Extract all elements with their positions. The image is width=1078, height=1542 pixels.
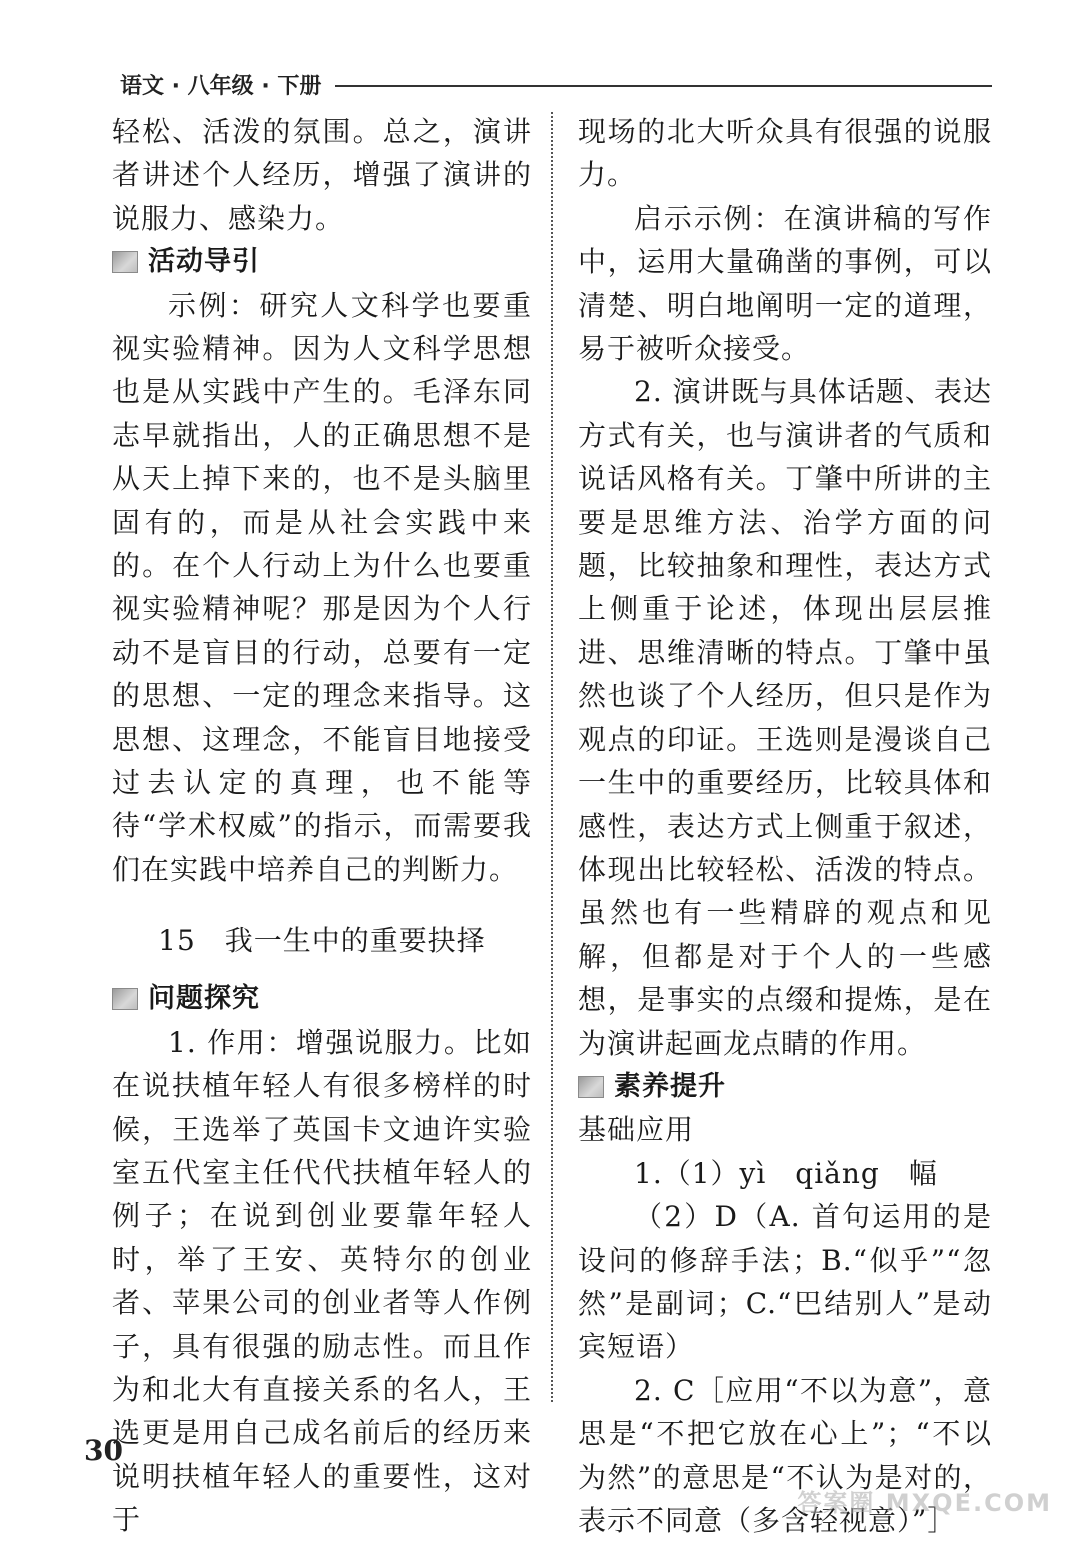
- page-number: 30: [84, 1434, 123, 1467]
- right-paragraph-2: 启示示例：在演讲稿的写作中，运用大量确凿的事例，可以清楚、明白地阐明一定的道理，易于被听众接受。: [578, 201, 992, 366]
- section-heading-activity: [112, 240, 532, 283]
- gray-square-icon: [112, 988, 138, 1010]
- subheading-basic-application: 基础应用: [578, 1113, 695, 1147]
- section-heading-label: 素养提升: [614, 1070, 726, 1102]
- left-paragraph-2: 示例：研究人文科学也要重视实验精神。因为人文科学思想也是从实践中产生的。毛泽东同志早就指出，人的正确思想不是从天上掉下来的，也不是头脑里固有的，而是从社会实践中来的。在个人行动上为什么也要重视实验精神呢？那是因为个人行动不是盲目的行动，总要有一定的思想、一定的理念来指导。这思想、这理念，不能盲目地接受过去认定的真理，也不能等待“学术权威”的指示，而需要我们在实践中培养自己的判断力。: [112, 288, 532, 886]
- left-paragraph-3: 1. 作用：增强说服力。比如在说扶植年轻人有很多榜样的时候，王选举了英国卡文迪许实验室五代室主任代代扶植年轻人的例子；在说到创业要靠年轻人时，举了王安、英特尔的创业者、苹果公司的创业者等人作例子，具有很强的励志性。而且作为和北大有直接关系的名人，王选更是用自己成名前后的经历来说明扶植年轻人的重要性，这对于: [112, 1025, 532, 1537]
- gray-square-icon: [112, 251, 138, 273]
- section-heading-label: 活动导引: [148, 246, 260, 278]
- section-heading-literacy: [578, 1065, 992, 1108]
- section-heading-label: 问题探究: [148, 983, 260, 1015]
- left-paragraph-1: 轻松、活泼的氛围。总之，演讲者讲述个人经历，增强了演讲的说服力、感染力。: [112, 115, 532, 235]
- answer-2: （2）D（A. 首句运用的是设问的修辞手法；B.“似乎”“忽然”是副词；C.“巴结别人”是动宾短语）: [578, 1200, 992, 1364]
- answer-1: 1.（1）yì qiǎng 幅: [634, 1156, 938, 1190]
- chapter-title: 15 我一生中的重要抉择: [158, 924, 486, 958]
- right-paragraph-1: 现场的北大听众具有很强的说服力。: [578, 115, 992, 192]
- page-header: [120, 64, 992, 104]
- column-divider: [551, 112, 553, 1402]
- right-paragraph-3: 2. 演讲既与具体话题、表达方式有关，也与演讲者的气质和说话风格有关。丁肇中所讲的主要是思维方法、治学方面的问题，比较抽象和理性，表达方式上侧重于论述，体现出层层推进、思维清晰的特点。丁肇中虽然也谈了个人经历，但只是作为观点的印证。王选则是漫谈自己一生中的重要经历，比较具体和感性，表达方式上侧重于叙述，体现出比较轻松、活泼的特点。虽然也有一些精辟的观点和见解，但都是对于个人的一些感想，是事实的点缀和提炼，是在为演讲起画龙点睛的作用。: [578, 375, 992, 1060]
- right-column: [578, 110, 992, 1542]
- section-heading-inquiry: [112, 977, 532, 1020]
- answer-3: 2. C［应用“不以为意”，意思是“不把它放在心上”；“不以为然”的意思是“不认为是对的，表示不同意（多含轻视意）”］: [578, 1373, 992, 1537]
- header-title: 语文 · 八年级 · 下册: [120, 73, 322, 99]
- watermark-logo: 答案圈 MXQE.COM: [797, 1489, 1052, 1517]
- gray-square-icon: [578, 1076, 604, 1098]
- left-column: [112, 110, 532, 1542]
- header-rule: [335, 85, 992, 87]
